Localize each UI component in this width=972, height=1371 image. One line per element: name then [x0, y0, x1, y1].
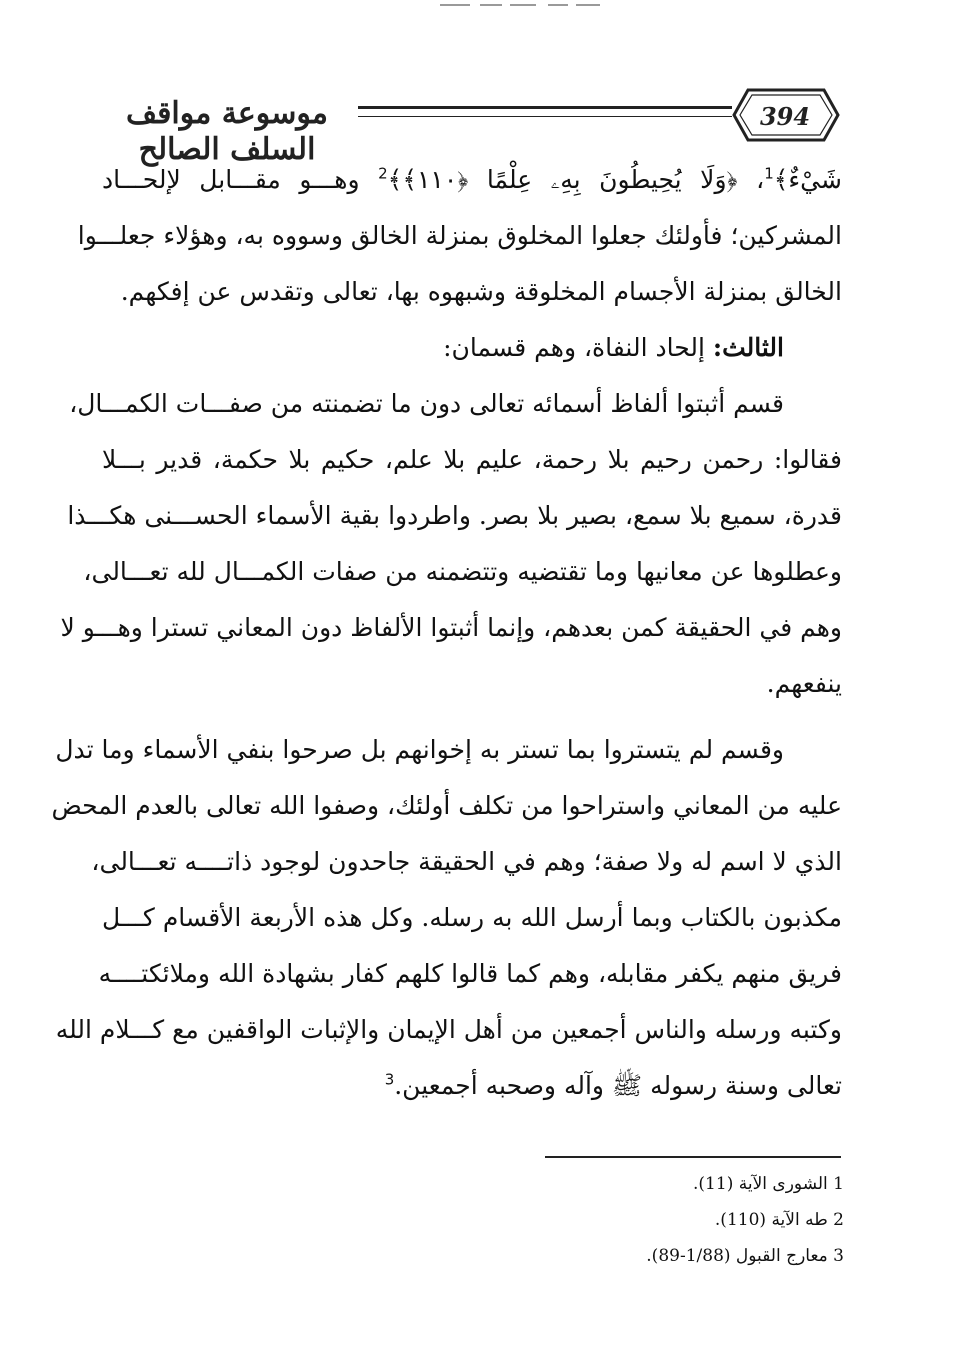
section-heading	[102, 320, 842, 376]
section-text: إلحاد النفاة، وهم قسمان:	[443, 333, 705, 362]
book-title: موسوعة مواقف السلف الصالح	[126, 96, 328, 167]
paragraph-line: الذي لا اسم له ولا صفة؛ وهم في الحقيقة جاحدون لوجود ذاتــــه تعـــالى،	[91, 847, 842, 876]
footnote-ref: 3	[384, 1070, 395, 1089]
paragraph-line: قدرة، سميع بلا سمع، بصير بلا بصر. واطردوا بقية الأسماء الحســـنى هكـــذا	[67, 501, 842, 530]
footnote: 2 طه الآية (110).	[714, 1210, 844, 1230]
paragraph-line: مكذبون بالكتاب وبما أرسل الله به رسله. وكل هذه الأربعة الأقسام كـــل	[102, 903, 842, 932]
text-span: وهـــو مقـــابل لإلحـــاد	[102, 165, 360, 194]
footnotes	[646, 1166, 844, 1274]
text-line: المشركين؛ فأولئك جعلوا المخلوق بمنزلة الخالق وسووه به، وهؤلاء جعلـــوا	[77, 221, 842, 250]
quran-quote: ، ﴿وَلَا يُحِيطُونَ بِهِۦ عِلْمًا ﴿١١٠﴾﴾	[387, 165, 765, 194]
paragraph-line: وهم في الحقيقة كمن بعدهم، وإنما أثبتوا الألفاظ دون المعاني تسترا وهـــو لا	[60, 613, 842, 642]
section-label: الثالث:	[712, 333, 784, 362]
text-line: الخالق بمنزلة الأجسام المخلوقة وشبهوه بها، تعالى وتقدس عن إفكهم.	[120, 277, 842, 306]
paragraph-line: وكتبه ورسله والناس أجمعين من أهل الإيمان والإثبات الواقفين مع كـــلام الله	[55, 1015, 842, 1044]
paragraph-gap	[102, 712, 842, 722]
paragraph-line: وقسم لم يتستروا بما تستر به إخوانهم بل صرحوا بنفي الأسماء وما تدل	[55, 735, 784, 764]
paragraph-line: عليه من المعاني واستراحوا من تكلف أولئك، وصفوا الله تعالى بالعدم المحض	[51, 791, 842, 820]
paragraph-line: ينفعهم.	[766, 669, 842, 698]
paragraph-line	[102, 1058, 842, 1114]
page-number: 394	[759, 102, 811, 131]
paragraph-line: فريق منهم يكفر مقابله، وهم كما قالوا كلهم كفار بشهادة الله وملائكتــــه	[98, 959, 842, 988]
text-span: تعالى وسنة رسوله ﷺ وآله وصحبه أجمعين.	[394, 1071, 842, 1100]
scan-top-marks	[440, 2, 600, 8]
paragraph-line: قسم أثبتوا ألفاظ أسمائه تعالى دون ما تضمنته من صفـــات الكمـــال،	[69, 389, 784, 418]
footnote: 3 معارج القبول (1/88-89).	[646, 1246, 844, 1266]
quran-quote: شَيْءٌ﴾	[773, 165, 842, 194]
footnote-ref: 2	[378, 164, 388, 183]
footnote-separator	[545, 1156, 841, 1158]
paragraph-line: وعطلوها عن معانيها وما تقتضيه وتتضمنه من صفات الكمـــال لله تعـــالى،	[83, 557, 842, 586]
footnote: 1 الشورى الآية (11).	[693, 1174, 844, 1194]
header-rule	[358, 106, 732, 117]
footnote-ref: 1	[764, 164, 774, 183]
text-line	[102, 152, 842, 208]
paragraph-line: فقالوا: رحمن رحيم بلا رحمة، عليم بلا علم، حكيم بلا حكمة، قدير بـــلا	[102, 445, 842, 474]
main-text	[51, 152, 842, 1114]
